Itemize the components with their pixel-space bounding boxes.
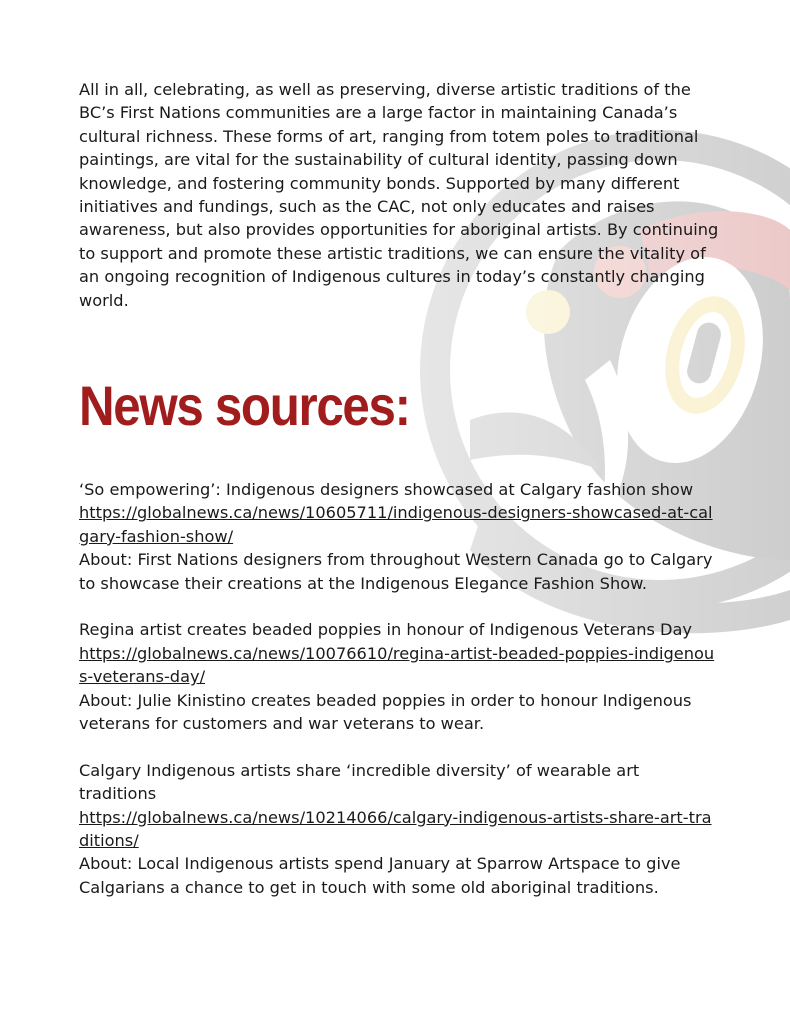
news-source-title: Calgary Indigenous artists share ‘incredible diversity’ of wearable art traditions	[79, 760, 640, 804]
news-source-title: Regina artist creates beaded poppies in honour of Indigenous Veterans Day	[79, 620, 692, 640]
news-sources-list	[79, 478, 719, 923]
news-source-link[interactable]: https://globalnews.ca/news/10076610/regina-artist-beaded-poppies-indigenous-veterans-day/	[79, 643, 715, 687]
conclusion-paragraph: All in all, celebrating, as well as preserving, diverse artistic traditions of the BC’s First Nations communities are a large factor in maintaining Canada’s cultural richness. These forms of art, ranging from totem poles to traditional paintings, are vital for the sustainability of cultural identity, passing down knowledge, and fostering community bonds. Supported by many different initiatives and fundings, such as the CAC, not only educates and raises awareness, but also provides opportunities for aboriginal artists. By continuing to support and promote these artistic traditions, we can ensure the vitality of an ongoing recognition of Indigenous cultures in today’s constantly changing world.	[79, 80, 719, 310]
news-source-about: About: Local Indigenous artists spend January at Sparrow Artspace to give Calgarians a chance to get in touch with some old aboriginal traditions.	[79, 854, 681, 897]
news-source-item	[79, 759, 719, 899]
news-source-link[interactable]: https://globalnews.ca/news/10605711/indigenous-designers-showcased-at-calgary-fashion-show/	[79, 503, 713, 546]
news-source-about: About: First Nations designers from throughout Western Canada go to Calgary to showcase their creations at the Indigenous Elegance Fashion Show.	[79, 550, 713, 593]
news-source-item	[79, 478, 719, 595]
news-source-title: ‘So empowering’: Indigenous designers showcased at Calgary fashion show	[79, 480, 694, 499]
news-source-link[interactable]: https://globalnews.ca/news/10214066/calgary-indigenous-artists-share-art-traditions/	[79, 807, 712, 851]
news-source-item	[79, 618, 719, 735]
news-sources-heading: News sources:	[79, 374, 410, 437]
news-source-about: About: Julie Kinistino creates beaded poppies in order to honour Indigenous veterans for customers and war veterans to wear.	[79, 690, 692, 734]
